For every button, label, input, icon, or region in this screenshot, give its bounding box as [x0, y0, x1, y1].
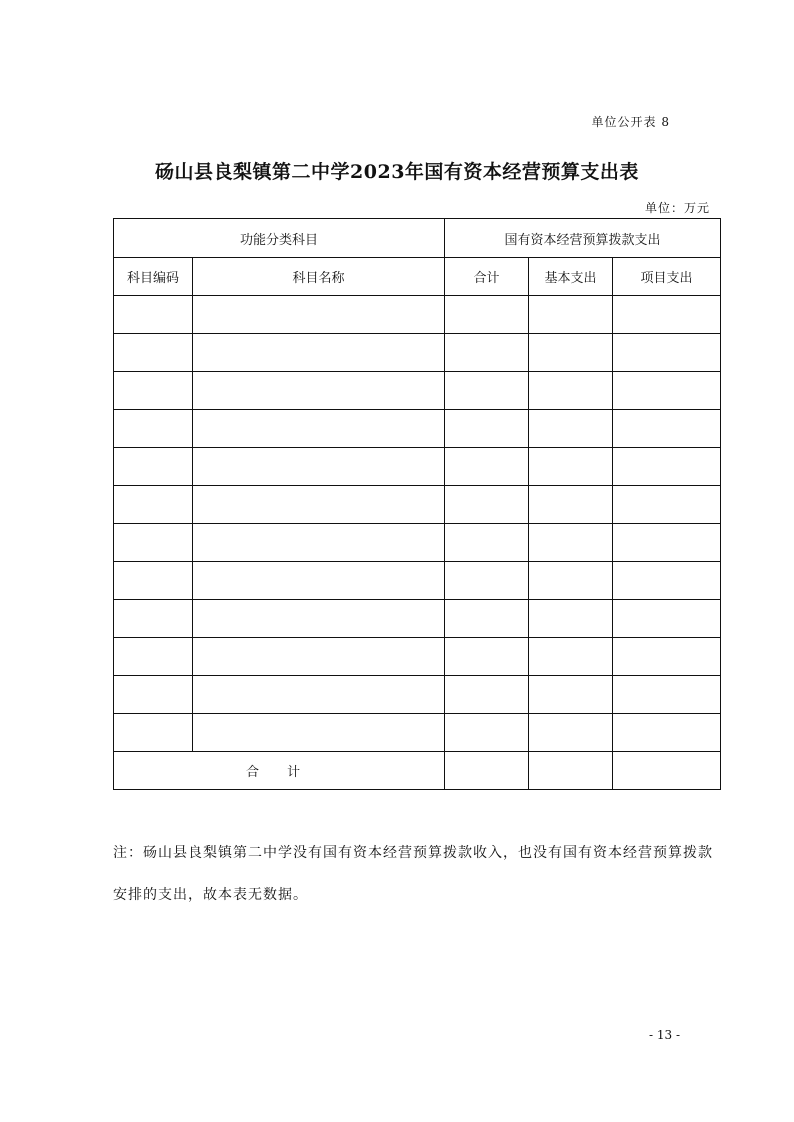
table-cell	[193, 334, 445, 372]
table-cell	[193, 638, 445, 676]
table-row	[114, 524, 721, 562]
table-cell	[193, 562, 445, 600]
footnote: 注：砀山县良梨镇第二中学没有国有资本经营预算拨款收入，也没有国有资本经营预算拨款安排的支出，故本表无数据。	[113, 845, 713, 903]
table-cell	[193, 448, 445, 486]
table-cell	[445, 714, 529, 752]
table-cell	[193, 714, 445, 752]
table-cell	[529, 638, 613, 676]
table-cell	[114, 410, 193, 448]
header-subject-name: 科目名称	[193, 258, 445, 296]
table-cell	[613, 448, 721, 486]
table-cell	[445, 600, 529, 638]
table-cell	[193, 486, 445, 524]
header-total: 合计	[445, 258, 529, 296]
table-cell	[529, 448, 613, 486]
table-cell	[613, 638, 721, 676]
table-cell	[445, 676, 529, 714]
table-cell	[445, 296, 529, 334]
table-row	[114, 714, 721, 752]
table-cell	[445, 524, 529, 562]
table-cell	[445, 562, 529, 600]
table-row	[114, 372, 721, 410]
table-cell	[529, 372, 613, 410]
table-row	[114, 486, 721, 524]
table-cell	[193, 676, 445, 714]
total-cell-basic	[529, 752, 613, 790]
form-number: 单位公开表 8	[591, 115, 670, 129]
table-row	[114, 296, 721, 334]
table-cell	[613, 334, 721, 372]
table-cell	[445, 486, 529, 524]
table-cell	[613, 600, 721, 638]
table-cell	[193, 372, 445, 410]
table-cell	[445, 448, 529, 486]
table-cell	[529, 334, 613, 372]
table-cell	[114, 600, 193, 638]
table-cell	[613, 296, 721, 334]
table-cell	[114, 448, 193, 486]
table-cell	[613, 714, 721, 752]
table-cell	[114, 524, 193, 562]
total-label: 合 计	[114, 752, 445, 790]
table-cell	[445, 638, 529, 676]
table-cell	[193, 296, 445, 334]
unit-label: 单位：万元	[644, 201, 710, 215]
table-cell	[529, 676, 613, 714]
table-cell	[613, 410, 721, 448]
table-cell	[529, 524, 613, 562]
table-cell	[529, 486, 613, 524]
table-cell	[193, 410, 445, 448]
table-cell	[114, 334, 193, 372]
table-row	[114, 676, 721, 714]
table-cell	[193, 524, 445, 562]
table-cell	[445, 372, 529, 410]
table-cell	[613, 676, 721, 714]
table-cell	[445, 334, 529, 372]
table-cell	[114, 562, 193, 600]
header-basic-expenditure: 基本支出	[529, 258, 613, 296]
table-cell	[613, 486, 721, 524]
total-row	[114, 752, 721, 790]
table-row	[114, 600, 721, 638]
table-row	[114, 638, 721, 676]
table-cell	[529, 600, 613, 638]
table-cell	[613, 562, 721, 600]
document-title: 砀山县良梨镇第二中学2023年国有资本经营预算支出表	[155, 161, 639, 183]
header-row-group	[114, 219, 721, 258]
table-cell	[114, 372, 193, 410]
total-cell-project	[613, 752, 721, 790]
header-row-columns	[114, 258, 721, 296]
table-cell	[529, 714, 613, 752]
header-subject-code: 科目编码	[114, 258, 193, 296]
table-cell	[529, 296, 613, 334]
table-cell	[529, 562, 613, 600]
table-cell	[613, 524, 721, 562]
table-cell	[613, 372, 721, 410]
table-cell	[114, 676, 193, 714]
table-row	[114, 410, 721, 448]
table-row	[114, 448, 721, 486]
table-cell	[445, 410, 529, 448]
total-cell-total	[445, 752, 529, 790]
table-cell	[529, 410, 613, 448]
table-cell	[114, 638, 193, 676]
header-budget-expenditure: 国有资本经营预算拨款支出	[445, 219, 721, 258]
table-row	[114, 562, 721, 600]
table-cell	[114, 714, 193, 752]
budget-table	[113, 218, 721, 790]
page-number: - 13 -	[648, 1028, 680, 1042]
table-cell	[114, 296, 193, 334]
header-project-expenditure: 项目支出	[613, 258, 721, 296]
header-function-category: 功能分类科目	[114, 219, 445, 258]
table-cell	[114, 486, 193, 524]
table-row	[114, 334, 721, 372]
table-cell	[193, 600, 445, 638]
